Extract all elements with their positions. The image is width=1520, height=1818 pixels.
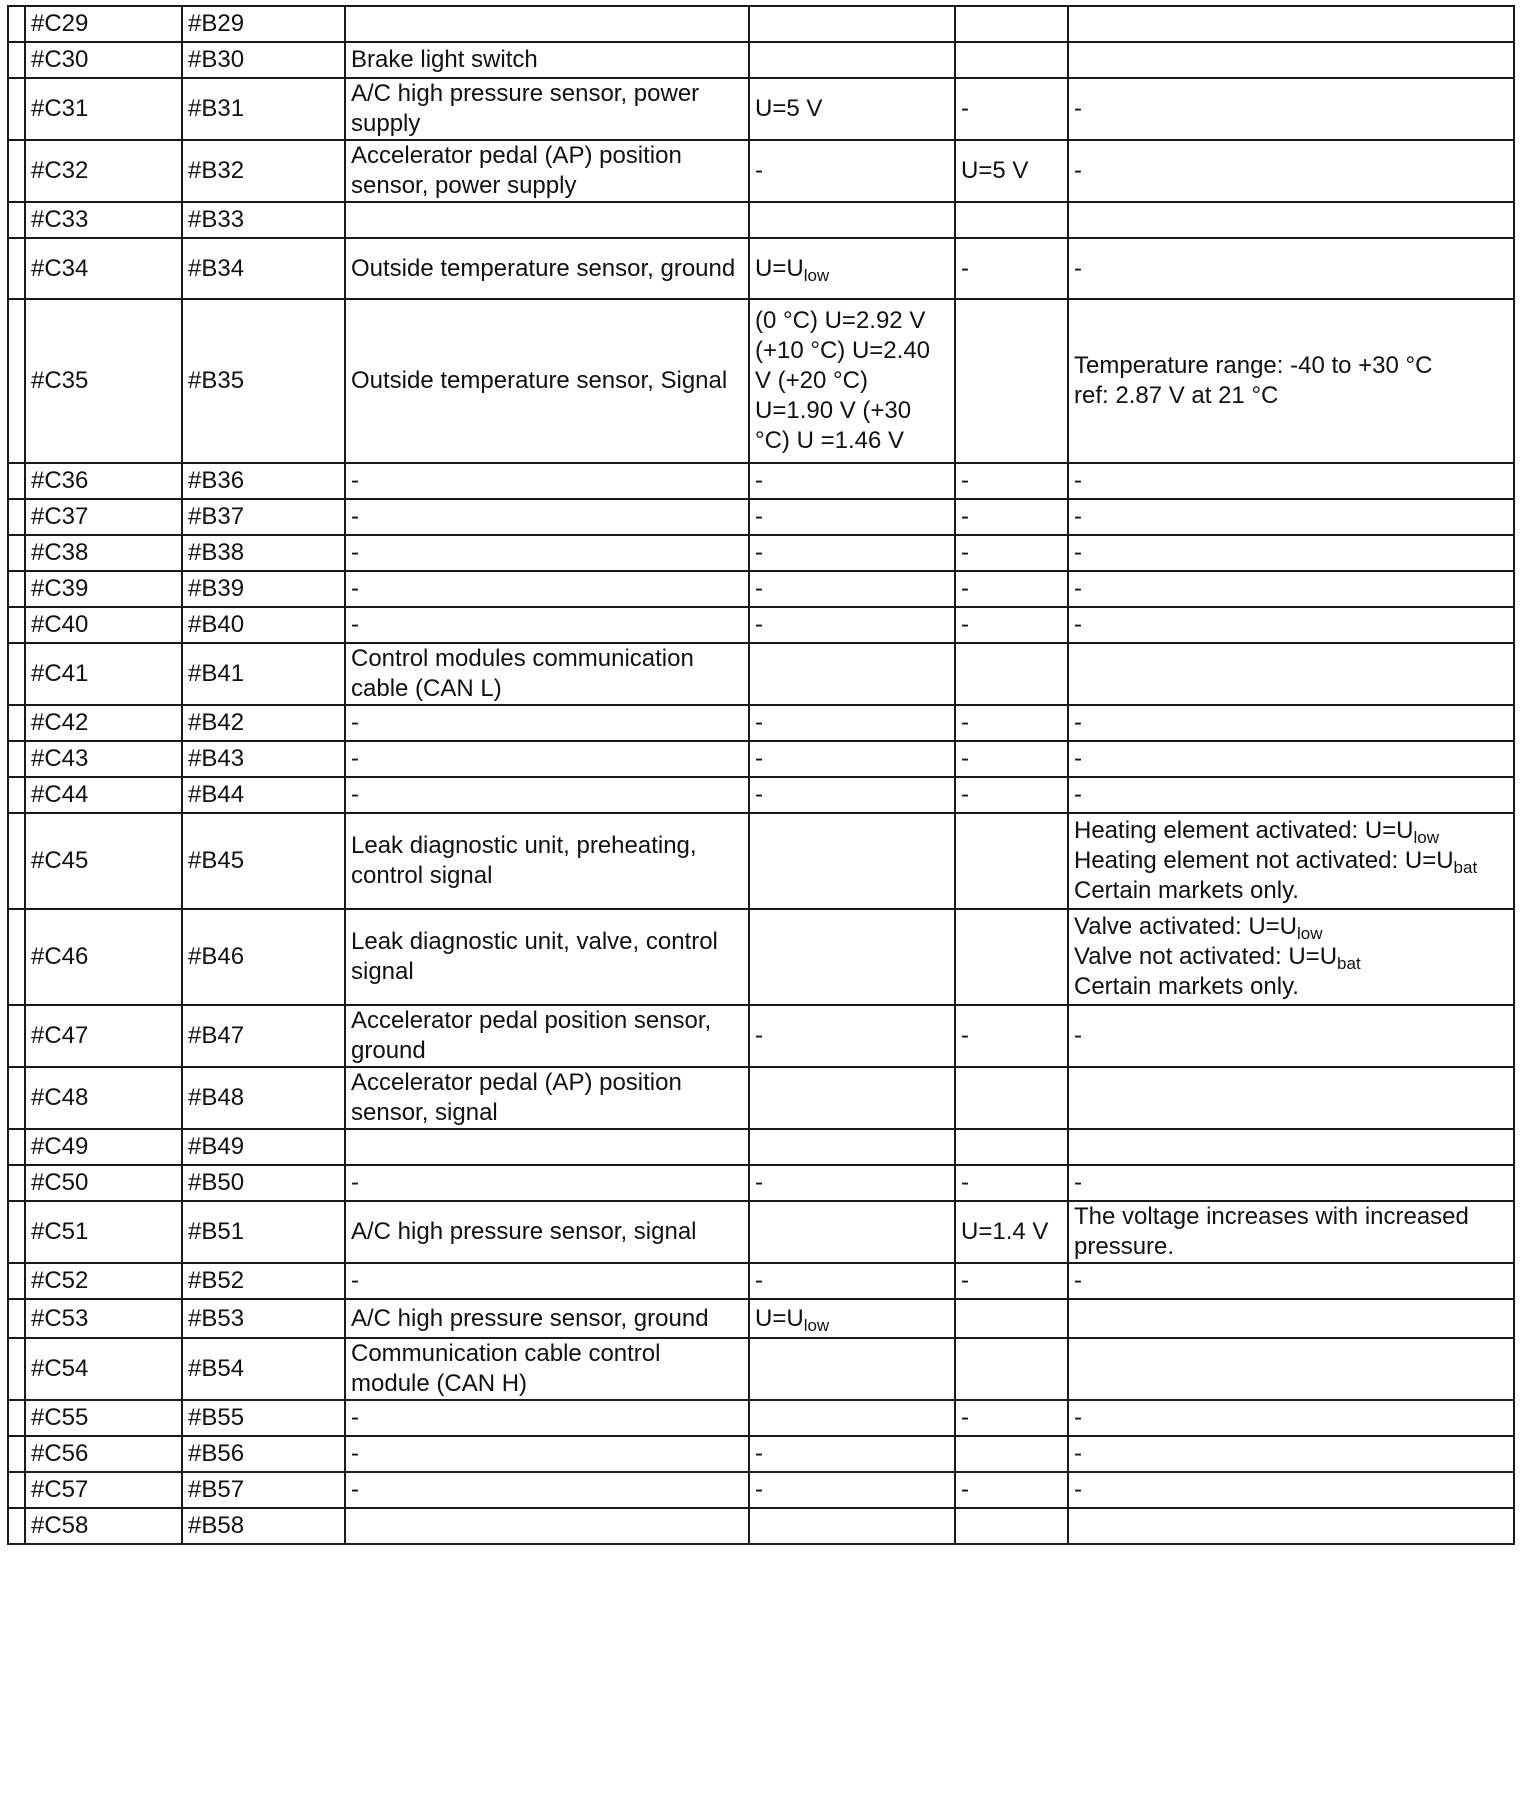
value-subscript: low bbox=[1297, 924, 1323, 943]
table-row bbox=[8, 535, 1514, 571]
description-cell bbox=[345, 202, 749, 238]
value2-cell: - bbox=[955, 777, 1068, 813]
pin-b-cell: #B55 bbox=[182, 1400, 345, 1436]
value1-cell bbox=[749, 813, 955, 909]
description-cell: - bbox=[345, 1263, 749, 1299]
table-row bbox=[8, 777, 1514, 813]
pin-c-cell: #C55 bbox=[25, 1400, 182, 1436]
value-text: Heating element not activated: U=U bbox=[1074, 847, 1454, 874]
pin-c-cell: #C54 bbox=[25, 1338, 182, 1400]
margin-cell bbox=[8, 1263, 25, 1299]
note-cell bbox=[1068, 42, 1514, 78]
note-line bbox=[1074, 816, 1507, 846]
note-cell: - bbox=[1068, 571, 1514, 607]
description-cell: - bbox=[345, 1165, 749, 1201]
pin-c-cell: #C29 bbox=[25, 6, 182, 42]
value1-cell bbox=[749, 1067, 955, 1129]
margin-cell bbox=[8, 42, 25, 78]
pin-b-cell: #B46 bbox=[182, 909, 345, 1005]
pin-b-cell: #B48 bbox=[182, 1067, 345, 1129]
description-cell: A/C high pressure sensor, ground bbox=[345, 1299, 749, 1338]
value2-cell: - bbox=[955, 571, 1068, 607]
pin-c-cell: #C56 bbox=[25, 1436, 182, 1472]
pin-c-cell: #C48 bbox=[25, 1067, 182, 1129]
pin-b-cell: #B51 bbox=[182, 1201, 345, 1263]
table-row bbox=[8, 607, 1514, 643]
description-cell bbox=[345, 1508, 749, 1544]
table-row bbox=[8, 813, 1514, 909]
table-row bbox=[8, 571, 1514, 607]
margin-cell bbox=[8, 238, 25, 299]
value2-cell bbox=[955, 1129, 1068, 1165]
value1-cell: - bbox=[749, 1472, 955, 1508]
margin-cell bbox=[8, 1400, 25, 1436]
margin-cell bbox=[8, 1201, 25, 1263]
value2-cell bbox=[955, 6, 1068, 42]
table-row bbox=[8, 909, 1514, 1005]
pin-c-cell: #C31 bbox=[25, 78, 182, 140]
table-row bbox=[8, 140, 1514, 202]
table-body bbox=[8, 6, 1514, 1544]
value1-cell: - bbox=[749, 705, 955, 741]
value-subscript: low bbox=[803, 1315, 830, 1335]
value-text: Valve not activated: U=U bbox=[1074, 943, 1338, 970]
pin-c-cell: #C42 bbox=[25, 705, 182, 741]
pin-b-cell: #B40 bbox=[182, 607, 345, 643]
description-cell: - bbox=[345, 499, 749, 535]
value1-cell: - bbox=[749, 463, 955, 499]
value2-cell bbox=[955, 643, 1068, 705]
value2-cell: - bbox=[955, 1400, 1068, 1436]
margin-cell bbox=[8, 1165, 25, 1201]
table-row bbox=[8, 1508, 1514, 1544]
pin-b-cell: #B44 bbox=[182, 777, 345, 813]
pin-c-cell: #C30 bbox=[25, 42, 182, 78]
value2-cell bbox=[955, 1436, 1068, 1472]
description-cell: - bbox=[345, 741, 749, 777]
note-cell: The voltage increases with increased pressure. bbox=[1068, 1201, 1514, 1263]
pin-b-cell: #B32 bbox=[182, 140, 345, 202]
note-cell: - bbox=[1068, 238, 1514, 299]
pinout-table bbox=[7, 5, 1515, 1545]
note-cell bbox=[1068, 1129, 1514, 1165]
margin-cell bbox=[8, 535, 25, 571]
pin-c-cell: #C33 bbox=[25, 202, 182, 238]
pin-b-cell: #B30 bbox=[182, 42, 345, 78]
pin-c-cell: #C51 bbox=[25, 1201, 182, 1263]
margin-cell bbox=[8, 6, 25, 42]
pin-c-cell: #C32 bbox=[25, 140, 182, 202]
value1-cell bbox=[749, 643, 955, 705]
value1-cell: - bbox=[749, 607, 955, 643]
description-cell: - bbox=[345, 1400, 749, 1436]
pin-c-cell: #C38 bbox=[25, 535, 182, 571]
margin-cell bbox=[8, 1129, 25, 1165]
value2-cell bbox=[955, 299, 1068, 463]
value-text: Valve activated: U=U bbox=[1074, 913, 1297, 940]
margin-cell bbox=[8, 299, 25, 463]
value2-cell: U=5 V bbox=[955, 140, 1068, 202]
table-row bbox=[8, 78, 1514, 140]
margin-cell bbox=[8, 1472, 25, 1508]
description-cell: - bbox=[345, 1436, 749, 1472]
value1-cell bbox=[749, 42, 955, 78]
value2-cell bbox=[955, 1299, 1068, 1338]
note-cell bbox=[1068, 643, 1514, 705]
table-row bbox=[8, 238, 1514, 299]
description-cell bbox=[345, 6, 749, 42]
value2-cell bbox=[955, 202, 1068, 238]
pin-c-cell: #C43 bbox=[25, 741, 182, 777]
table-row bbox=[8, 1472, 1514, 1508]
table-row bbox=[8, 705, 1514, 741]
value2-cell bbox=[955, 1508, 1068, 1544]
margin-cell bbox=[8, 741, 25, 777]
pin-c-cell: #C37 bbox=[25, 499, 182, 535]
note-cell: - bbox=[1068, 1436, 1514, 1472]
value2-cell: - bbox=[955, 741, 1068, 777]
value2-cell: - bbox=[955, 535, 1068, 571]
value-text: U=U bbox=[755, 1304, 804, 1332]
pin-c-cell: #C34 bbox=[25, 238, 182, 299]
description-cell: Outside temperature sensor, Signal bbox=[345, 299, 749, 463]
note-cell: - bbox=[1068, 607, 1514, 643]
value1-cell: - bbox=[749, 777, 955, 813]
table-row bbox=[8, 1263, 1514, 1299]
value1-cell bbox=[749, 1129, 955, 1165]
pin-c-cell: #C36 bbox=[25, 463, 182, 499]
description-cell: A/C high pressure sensor, signal bbox=[345, 1201, 749, 1263]
margin-cell bbox=[8, 1338, 25, 1400]
value-subscript: bat bbox=[1337, 954, 1361, 973]
pin-c-cell: #C41 bbox=[25, 643, 182, 705]
description-cell: - bbox=[345, 777, 749, 813]
value1-cell bbox=[749, 1299, 955, 1338]
note-cell: - bbox=[1068, 741, 1514, 777]
value1-cell: U=5 V bbox=[749, 78, 955, 140]
table-row bbox=[8, 1129, 1514, 1165]
note-cell bbox=[1068, 1067, 1514, 1129]
value2-cell: U=1.4 V bbox=[955, 1201, 1068, 1263]
note-cell: - bbox=[1068, 78, 1514, 140]
description-cell bbox=[345, 1129, 749, 1165]
note-cell bbox=[1068, 6, 1514, 42]
note-cell: - bbox=[1068, 499, 1514, 535]
note-cell bbox=[1068, 1299, 1514, 1338]
note-cell: - bbox=[1068, 1005, 1514, 1067]
value2-cell bbox=[955, 909, 1068, 1005]
pin-c-cell: #C50 bbox=[25, 1165, 182, 1201]
pin-c-cell: #C47 bbox=[25, 1005, 182, 1067]
description-cell: Brake light switch bbox=[345, 42, 749, 78]
margin-cell bbox=[8, 78, 25, 140]
table-row bbox=[8, 1165, 1514, 1201]
table-row bbox=[8, 643, 1514, 705]
description-cell: Accelerator pedal (AP) position sensor, power supply bbox=[345, 140, 749, 202]
value1-cell: - bbox=[749, 1005, 955, 1067]
pin-c-cell: #C46 bbox=[25, 909, 182, 1005]
margin-cell bbox=[8, 643, 25, 705]
pin-b-cell: #B33 bbox=[182, 202, 345, 238]
note-cell: - bbox=[1068, 1165, 1514, 1201]
note-cell: - bbox=[1068, 1472, 1514, 1508]
value1-cell: - bbox=[749, 1165, 955, 1201]
value1-cell: - bbox=[749, 535, 955, 571]
description-cell: - bbox=[345, 463, 749, 499]
description-cell: - bbox=[345, 607, 749, 643]
table-row bbox=[8, 42, 1514, 78]
value1-cell bbox=[749, 202, 955, 238]
pin-b-cell: #B34 bbox=[182, 238, 345, 299]
pin-c-cell: #C49 bbox=[25, 1129, 182, 1165]
value1-cell bbox=[749, 1338, 955, 1400]
value2-cell: - bbox=[955, 1472, 1068, 1508]
note-cell: - bbox=[1068, 777, 1514, 813]
pin-b-cell: #B42 bbox=[182, 705, 345, 741]
pin-b-cell: #B29 bbox=[182, 6, 345, 42]
note-cell: - bbox=[1068, 140, 1514, 202]
table-row bbox=[8, 1005, 1514, 1067]
margin-cell bbox=[8, 463, 25, 499]
value-text: U=U bbox=[755, 254, 804, 282]
note-cell bbox=[1068, 909, 1514, 1005]
margin-cell bbox=[8, 813, 25, 909]
table-row bbox=[8, 6, 1514, 42]
description-cell: - bbox=[345, 705, 749, 741]
table-row bbox=[8, 1067, 1514, 1129]
value1-cell: - bbox=[749, 140, 955, 202]
table-row bbox=[8, 741, 1514, 777]
note-line: Certain markets only. bbox=[1074, 877, 1299, 904]
margin-cell bbox=[8, 571, 25, 607]
value1-cell bbox=[749, 6, 955, 42]
value-subscript: bat bbox=[1453, 858, 1478, 877]
value2-cell: - bbox=[955, 1005, 1068, 1067]
description-cell: Accelerator pedal position sensor, ground bbox=[345, 1005, 749, 1067]
table-row bbox=[8, 1338, 1514, 1400]
pin-b-cell: #B36 bbox=[182, 463, 345, 499]
margin-cell bbox=[8, 1436, 25, 1472]
value2-cell: - bbox=[955, 1263, 1068, 1299]
value2-cell: - bbox=[955, 238, 1068, 299]
value2-cell: - bbox=[955, 705, 1068, 741]
value1-cell: - bbox=[749, 741, 955, 777]
note-line: Certain markets only. bbox=[1074, 973, 1299, 1000]
pin-b-cell: #B37 bbox=[182, 499, 345, 535]
table-row bbox=[8, 1400, 1514, 1436]
value1-cell bbox=[749, 909, 955, 1005]
pin-b-cell: #B56 bbox=[182, 1436, 345, 1472]
note-cell bbox=[1068, 1508, 1514, 1544]
value1-cell: (0 °C) U=2.92 V (+10 °C) U=2.40 V (+20 °C) U=1.90 V (+30 °C) U =1.46 V bbox=[749, 299, 955, 463]
description-cell: Communication cable control module (CAN H) bbox=[345, 1338, 749, 1400]
pin-c-cell: #C40 bbox=[25, 607, 182, 643]
margin-cell bbox=[8, 202, 25, 238]
pin-b-cell: #B50 bbox=[182, 1165, 345, 1201]
pin-c-cell: #C52 bbox=[25, 1263, 182, 1299]
note-cell bbox=[1068, 1338, 1514, 1400]
value1-cell: - bbox=[749, 571, 955, 607]
pin-c-cell: #C53 bbox=[25, 1299, 182, 1338]
margin-cell bbox=[8, 1067, 25, 1129]
margin-cell bbox=[8, 777, 25, 813]
pin-c-cell: #C35 bbox=[25, 299, 182, 463]
margin-cell bbox=[8, 705, 25, 741]
value2-cell bbox=[955, 1067, 1068, 1129]
pin-c-cell: #C45 bbox=[25, 813, 182, 909]
note-cell: - bbox=[1068, 463, 1514, 499]
note-cell bbox=[1068, 202, 1514, 238]
note-cell: - bbox=[1068, 1263, 1514, 1299]
pin-b-cell: #B39 bbox=[182, 571, 345, 607]
value2-cell bbox=[955, 1338, 1068, 1400]
margin-cell bbox=[8, 499, 25, 535]
pin-b-cell: #B52 bbox=[182, 1263, 345, 1299]
table-row bbox=[8, 1436, 1514, 1472]
description-cell: A/C high pressure sensor, power supply bbox=[345, 78, 749, 140]
pin-b-cell: #B45 bbox=[182, 813, 345, 909]
value2-cell: - bbox=[955, 78, 1068, 140]
pin-b-cell: #B49 bbox=[182, 1129, 345, 1165]
pin-b-cell: #B38 bbox=[182, 535, 345, 571]
pin-b-cell: #B41 bbox=[182, 643, 345, 705]
value-text: Heating element activated: U=U bbox=[1074, 817, 1414, 844]
value-subscript: low bbox=[803, 265, 830, 285]
value1-cell bbox=[749, 1400, 955, 1436]
margin-cell bbox=[8, 1005, 25, 1067]
description-cell: Control modules communication cable (CAN L) bbox=[345, 643, 749, 705]
pin-b-cell: #B31 bbox=[182, 78, 345, 140]
description-cell: Leak diagnostic unit, valve, control signal bbox=[345, 909, 749, 1005]
pin-b-cell: #B53 bbox=[182, 1299, 345, 1338]
value1-cell bbox=[749, 238, 955, 299]
margin-cell bbox=[8, 909, 25, 1005]
pin-b-cell: #B47 bbox=[182, 1005, 345, 1067]
value1-cell bbox=[749, 1201, 955, 1263]
value1-cell: - bbox=[749, 1263, 955, 1299]
value1-cell: - bbox=[749, 499, 955, 535]
pin-b-cell: #B43 bbox=[182, 741, 345, 777]
margin-cell bbox=[8, 1508, 25, 1544]
note-cell: - bbox=[1068, 535, 1514, 571]
description-cell: Accelerator pedal (AP) position sensor, signal bbox=[345, 1067, 749, 1129]
value2-cell: - bbox=[955, 463, 1068, 499]
value1-cell bbox=[749, 1508, 955, 1544]
description-cell: Outside temperature sensor, ground bbox=[345, 238, 749, 299]
value-subscript: low bbox=[1413, 828, 1440, 847]
margin-cell bbox=[8, 1299, 25, 1338]
description-cell: - bbox=[345, 535, 749, 571]
description-cell: - bbox=[345, 571, 749, 607]
pin-c-cell: #C44 bbox=[25, 777, 182, 813]
note-line: Temperature range: -40 to +30 °C bbox=[1074, 352, 1433, 379]
note-line bbox=[1074, 846, 1507, 876]
description-cell: - bbox=[345, 1472, 749, 1508]
note-cell bbox=[1068, 299, 1514, 463]
pin-b-cell: #B35 bbox=[182, 299, 345, 463]
note-line bbox=[1074, 942, 1507, 972]
table-row bbox=[8, 1201, 1514, 1263]
table-row bbox=[8, 299, 1514, 463]
pin-b-cell: #B58 bbox=[182, 1508, 345, 1544]
note-line: ref: 2.87 V at 21 °C bbox=[1074, 382, 1279, 409]
pin-c-cell: #C58 bbox=[25, 1508, 182, 1544]
value2-cell bbox=[955, 813, 1068, 909]
pin-b-cell: #B54 bbox=[182, 1338, 345, 1400]
description-cell: Leak diagnostic unit, preheating, control signal bbox=[345, 813, 749, 909]
table-row bbox=[8, 202, 1514, 238]
value2-cell: - bbox=[955, 499, 1068, 535]
margin-cell bbox=[8, 607, 25, 643]
value1-cell: - bbox=[749, 1436, 955, 1472]
note-line bbox=[1074, 912, 1507, 942]
note-cell bbox=[1068, 813, 1514, 909]
pin-c-cell: #C39 bbox=[25, 571, 182, 607]
table-row bbox=[8, 463, 1514, 499]
value2-cell: - bbox=[955, 607, 1068, 643]
margin-cell bbox=[8, 140, 25, 202]
value2-cell: - bbox=[955, 1165, 1068, 1201]
pin-c-cell: #C57 bbox=[25, 1472, 182, 1508]
table-row bbox=[8, 499, 1514, 535]
table-row bbox=[8, 1299, 1514, 1338]
pin-b-cell: #B57 bbox=[182, 1472, 345, 1508]
value2-cell bbox=[955, 42, 1068, 78]
note-cell: - bbox=[1068, 705, 1514, 741]
note-cell: - bbox=[1068, 1400, 1514, 1436]
